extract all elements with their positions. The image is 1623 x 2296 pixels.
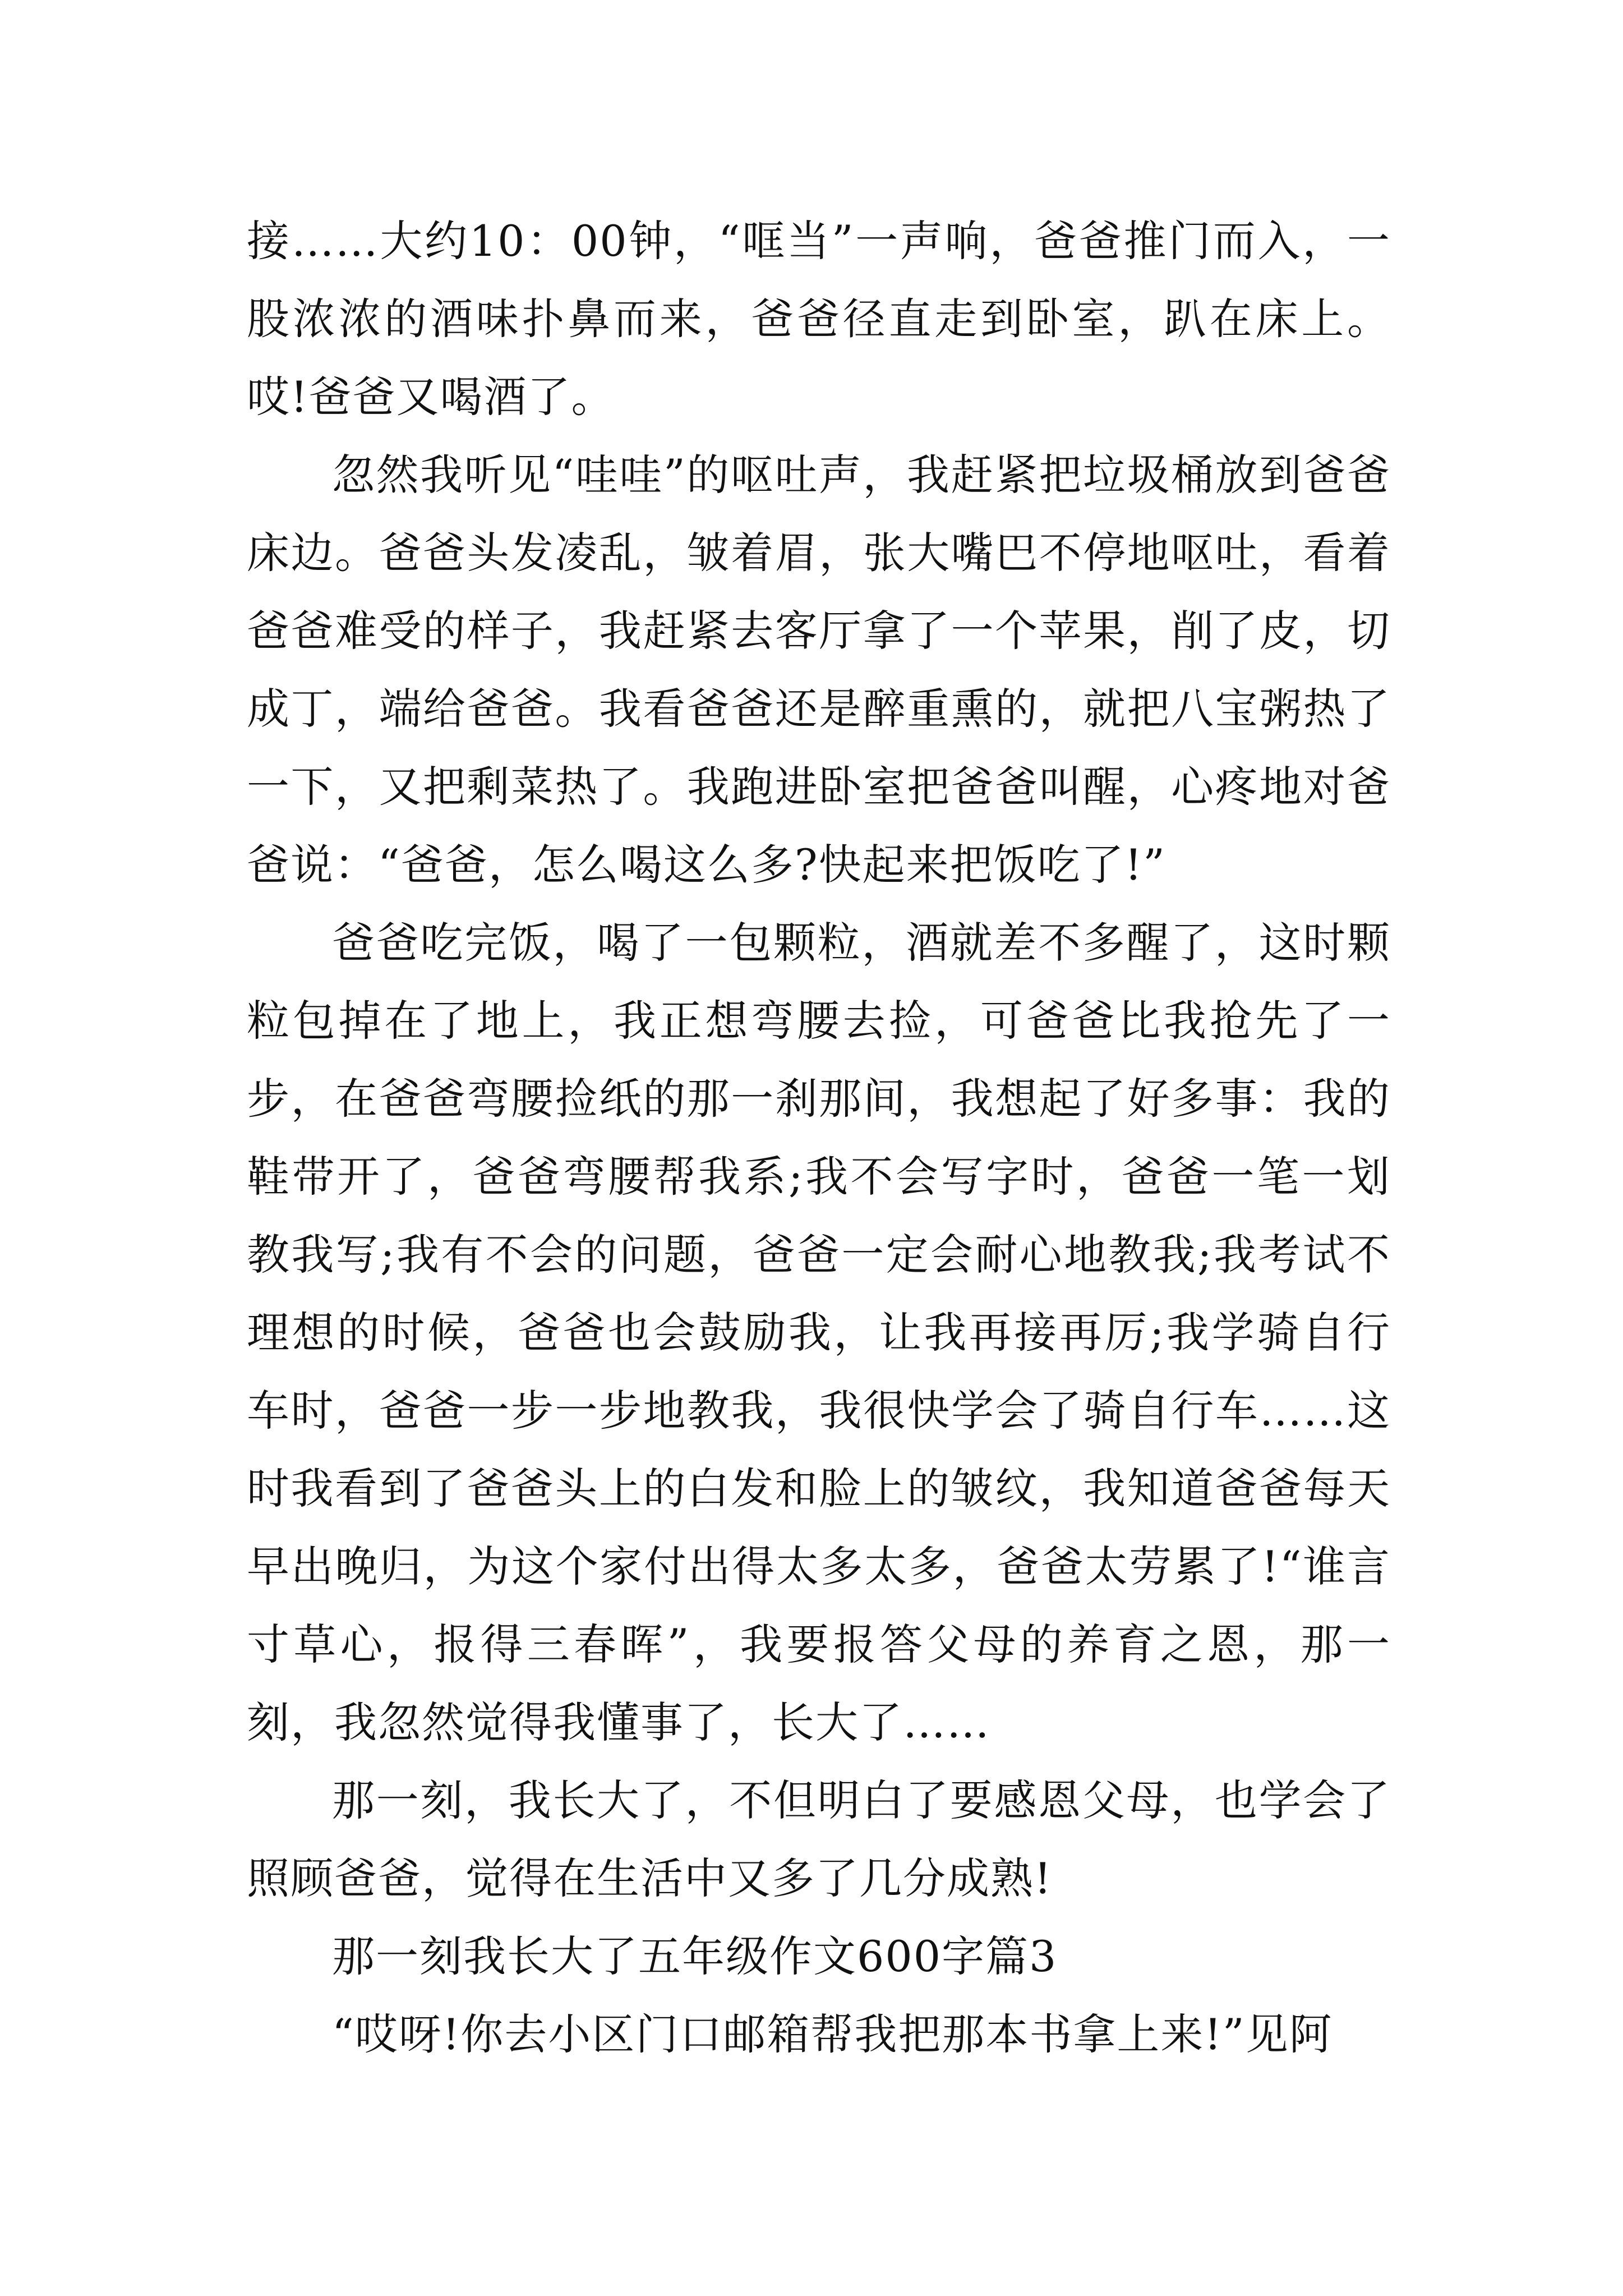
paragraph: 那一刻，我长大了，不但明白了要感恩父母，也学会了照顾爸爸，觉得在生活中又多了几分成熟!	[247, 1775, 1391, 1903]
paragraph: 接……大约10：00钟，“哐当”一声响，爸爸推门而入，一股浓浓的酒味扑鼻而来，爸爸径直走到卧室，趴在床上。哎!爸爸又喝酒了。	[247, 216, 1391, 422]
paragraph: “哎呀!你去小区门口邮箱帮我把那本书拿上来!”见阿	[332, 2009, 1333, 2059]
section-heading: 那一刻我长大了五年级作文600字篇3	[332, 1931, 1058, 1981]
document-body	[247, 202, 1391, 2073]
paragraph: 爸爸吃完饭，喝了一包颗粒，酒就差不多醒了，这时颗粒包掉在了地上，我正想弯腰去捡，可爸爸比我抢先了一步，在爸爸弯腰捡纸的那一刹那间，我想起了好多事：我的鞋带开了，爸爸弯腰帮我系;我不会写字时，爸爸一笔一划教我写;我有不会的问题，爸爸一定会耐心地教我;我考试不理想的时候，爸爸也会鼓励我，让我再接再厉;我学骑自行车时，爸爸一步一步地教我，我很快学会了骑自行车……这时我看到了爸爸头上的白发和脸上的皱纹，我知道爸爸每天早出晚归，为这个家付出得太多太多，爸爸太劳累了!“谁言寸草心，报得三春晖”，我要报答父母的养育之恩，那一刻，我忽然觉得我懂事了，长大了……	[247, 918, 1391, 1747]
paragraph: 忽然我听见“哇哇”的呕吐声，我赶紧把垃圾桶放到爸爸床边。爸爸头发凌乱，皱着眉，张大嘴巴不停地呕吐，看着爸爸难受的样子，我赶紧去客厅拿了一个苹果，削了皮，切成丁，端给爸爸。我看爸爸还是醉重熏的，就把八宝粥热了一下，又把剩菜热了。我跑进卧室把爸爸叫醒，心疼地对爸爸说：“爸爸，怎么喝这么多?快起来把饭吃了!”	[247, 450, 1391, 890]
